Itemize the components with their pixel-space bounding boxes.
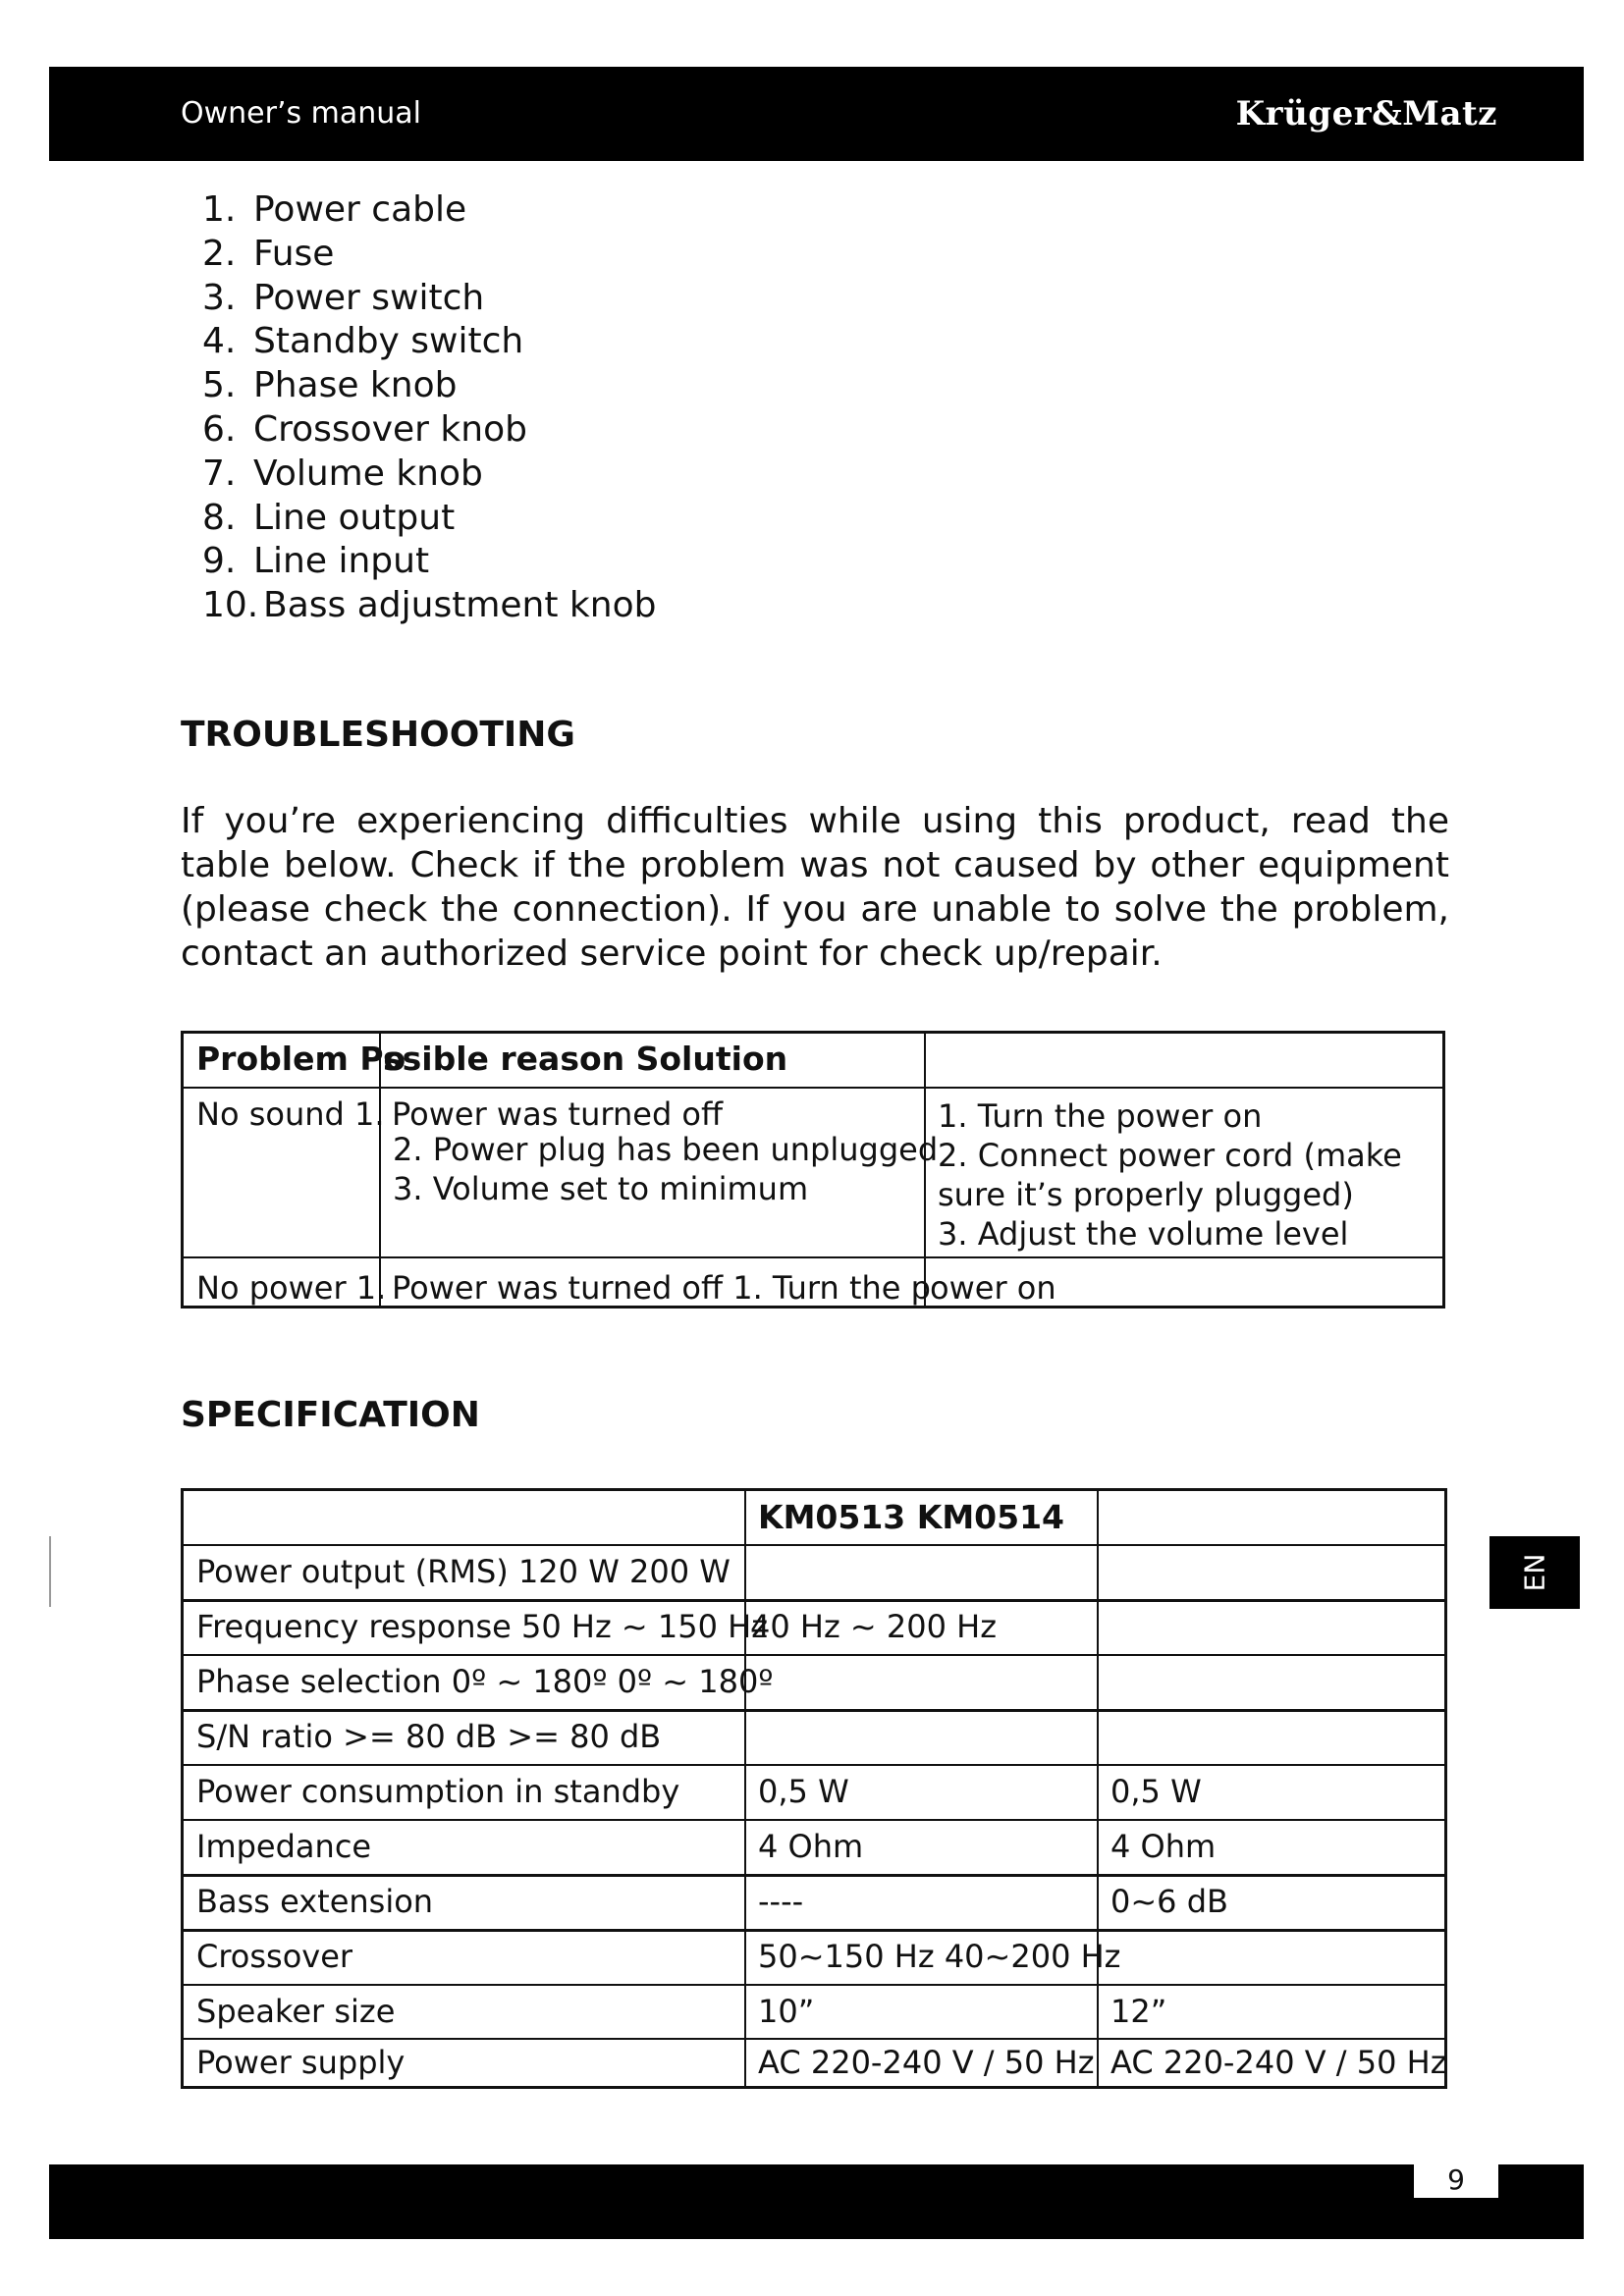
spec-cell: S/N ratio >= 80 dB >= 80 dB [196, 1718, 662, 1755]
spec-cell: Impedance [196, 1828, 372, 1865]
list-item: 10. Bass adjustment knob [202, 585, 657, 626]
table-divider [184, 1984, 1444, 1986]
table-divider [184, 1874, 1444, 1877]
models-header: KM0513 KM0514 [758, 1498, 1065, 1536]
list-item: 6. Crossover knob [202, 408, 527, 450]
spec-cell: 10” [758, 1993, 815, 2030]
spec-cell: 4 Ohm [1110, 1828, 1217, 1865]
list-item: 2. Fuse [202, 233, 335, 274]
table-header-b: ssible reason Solution [383, 1040, 788, 1078]
margin-line [49, 1536, 51, 1607]
table-divider [184, 1256, 1445, 1258]
list-item: 8. Line output [202, 497, 456, 538]
table-divider [184, 1599, 1444, 1602]
table-header-a: Problem Po [196, 1040, 406, 1078]
spec-cell: Power supply [196, 2044, 406, 2081]
list-item: 4. Standby switch [202, 321, 524, 362]
spec-cell: AC 220-240 V / 50 Hz [1110, 2044, 1447, 2081]
spec-cell: AC 220-240 V / 50 Hz [758, 2044, 1095, 2081]
language-tab: EN [1489, 1536, 1580, 1609]
spec-cell: Bass extension [196, 1883, 434, 1920]
header-title: Owner’s manual [181, 96, 422, 131]
spec-cell: Power consumption in standby [196, 1773, 680, 1810]
reason-cell: 2. Power plug has been unplugged 3. Volume set to minimum [393, 1131, 939, 1207]
spec-cell: Power output (RMS) 120 W 200 W [196, 1553, 731, 1590]
table-divider [184, 1654, 1444, 1656]
reason-cell: Power was turned off [392, 1095, 724, 1133]
solution-cell: ower on [930, 1269, 1056, 1307]
spec-cell: Crossover [196, 1938, 353, 1975]
table-divider [184, 1819, 1444, 1821]
table-divider [744, 1491, 746, 2089]
spec-cell: ---- [758, 1883, 804, 1920]
problem-cell: No power 1. [196, 1269, 387, 1307]
parts-list [202, 188, 656, 628]
spec-cell: 40 Hz ~ 200 Hz [750, 1608, 998, 1645]
table-divider [184, 1087, 1445, 1089]
header-bar [49, 67, 1584, 161]
page-number: 9 [1414, 2163, 1498, 2198]
table-divider [1097, 1491, 1099, 2089]
spec-cell: 4 Ohm [758, 1828, 864, 1865]
specification-heading: SPECIFICATION [181, 1395, 480, 1435]
troubleshooting-table [181, 1031, 1445, 1308]
spec-cell: 0~6 dB [1110, 1883, 1228, 1920]
list-item: 7. Volume knob [202, 453, 483, 494]
troubleshooting-heading: TROUBLESHOOTING [181, 715, 575, 755]
problem-cell: No sound 1. [196, 1095, 385, 1133]
spec-cell: Speaker size [196, 1993, 396, 2030]
spec-cell: Phase selection 0º ~ 180º 0º ~ 180º [196, 1663, 774, 1700]
table-divider [184, 2038, 1444, 2040]
list-item: 9. Line input [202, 541, 430, 582]
spec-cell: Frequency response 50 Hz ~ 150 Hz [196, 1608, 769, 1645]
troubleshooting-intro: If you’re experiencing difficulties while using this product, read the table below. Check if the problem was not caused by other equipment (please check the connection). If you are unable to solve the problem, contact an authorized service point for check up/repair. [181, 801, 1449, 974]
specification-table [181, 1488, 1447, 2089]
list-item: 5. Phase knob [202, 365, 458, 406]
solution-cell: 1. Turn the power on 2. Connect power cord (make sure it’s properly plugged) 3. Adjust the volume level [938, 1097, 1402, 1253]
spec-cell: 0,5 W [1110, 1773, 1202, 1810]
spec-cell: 12” [1110, 1993, 1167, 2030]
reason-solution-cell: Power was turned off 1. Turn the p [392, 1269, 931, 1307]
list-item: 1. Power cable [202, 189, 467, 230]
table-divider [184, 1764, 1444, 1766]
table-divider [184, 1709, 1444, 1712]
spec-cell: 0,5 W [758, 1773, 849, 1810]
table-divider [184, 1929, 1444, 1932]
brand-logo: Krüger&Matz [1235, 94, 1497, 133]
footer-bar [49, 2164, 1584, 2239]
spec-cell: 50~150 Hz 40~200 Hz [758, 1938, 1121, 1975]
table-divider [184, 1544, 1444, 1546]
list-item: 3. Power switch [202, 277, 485, 318]
